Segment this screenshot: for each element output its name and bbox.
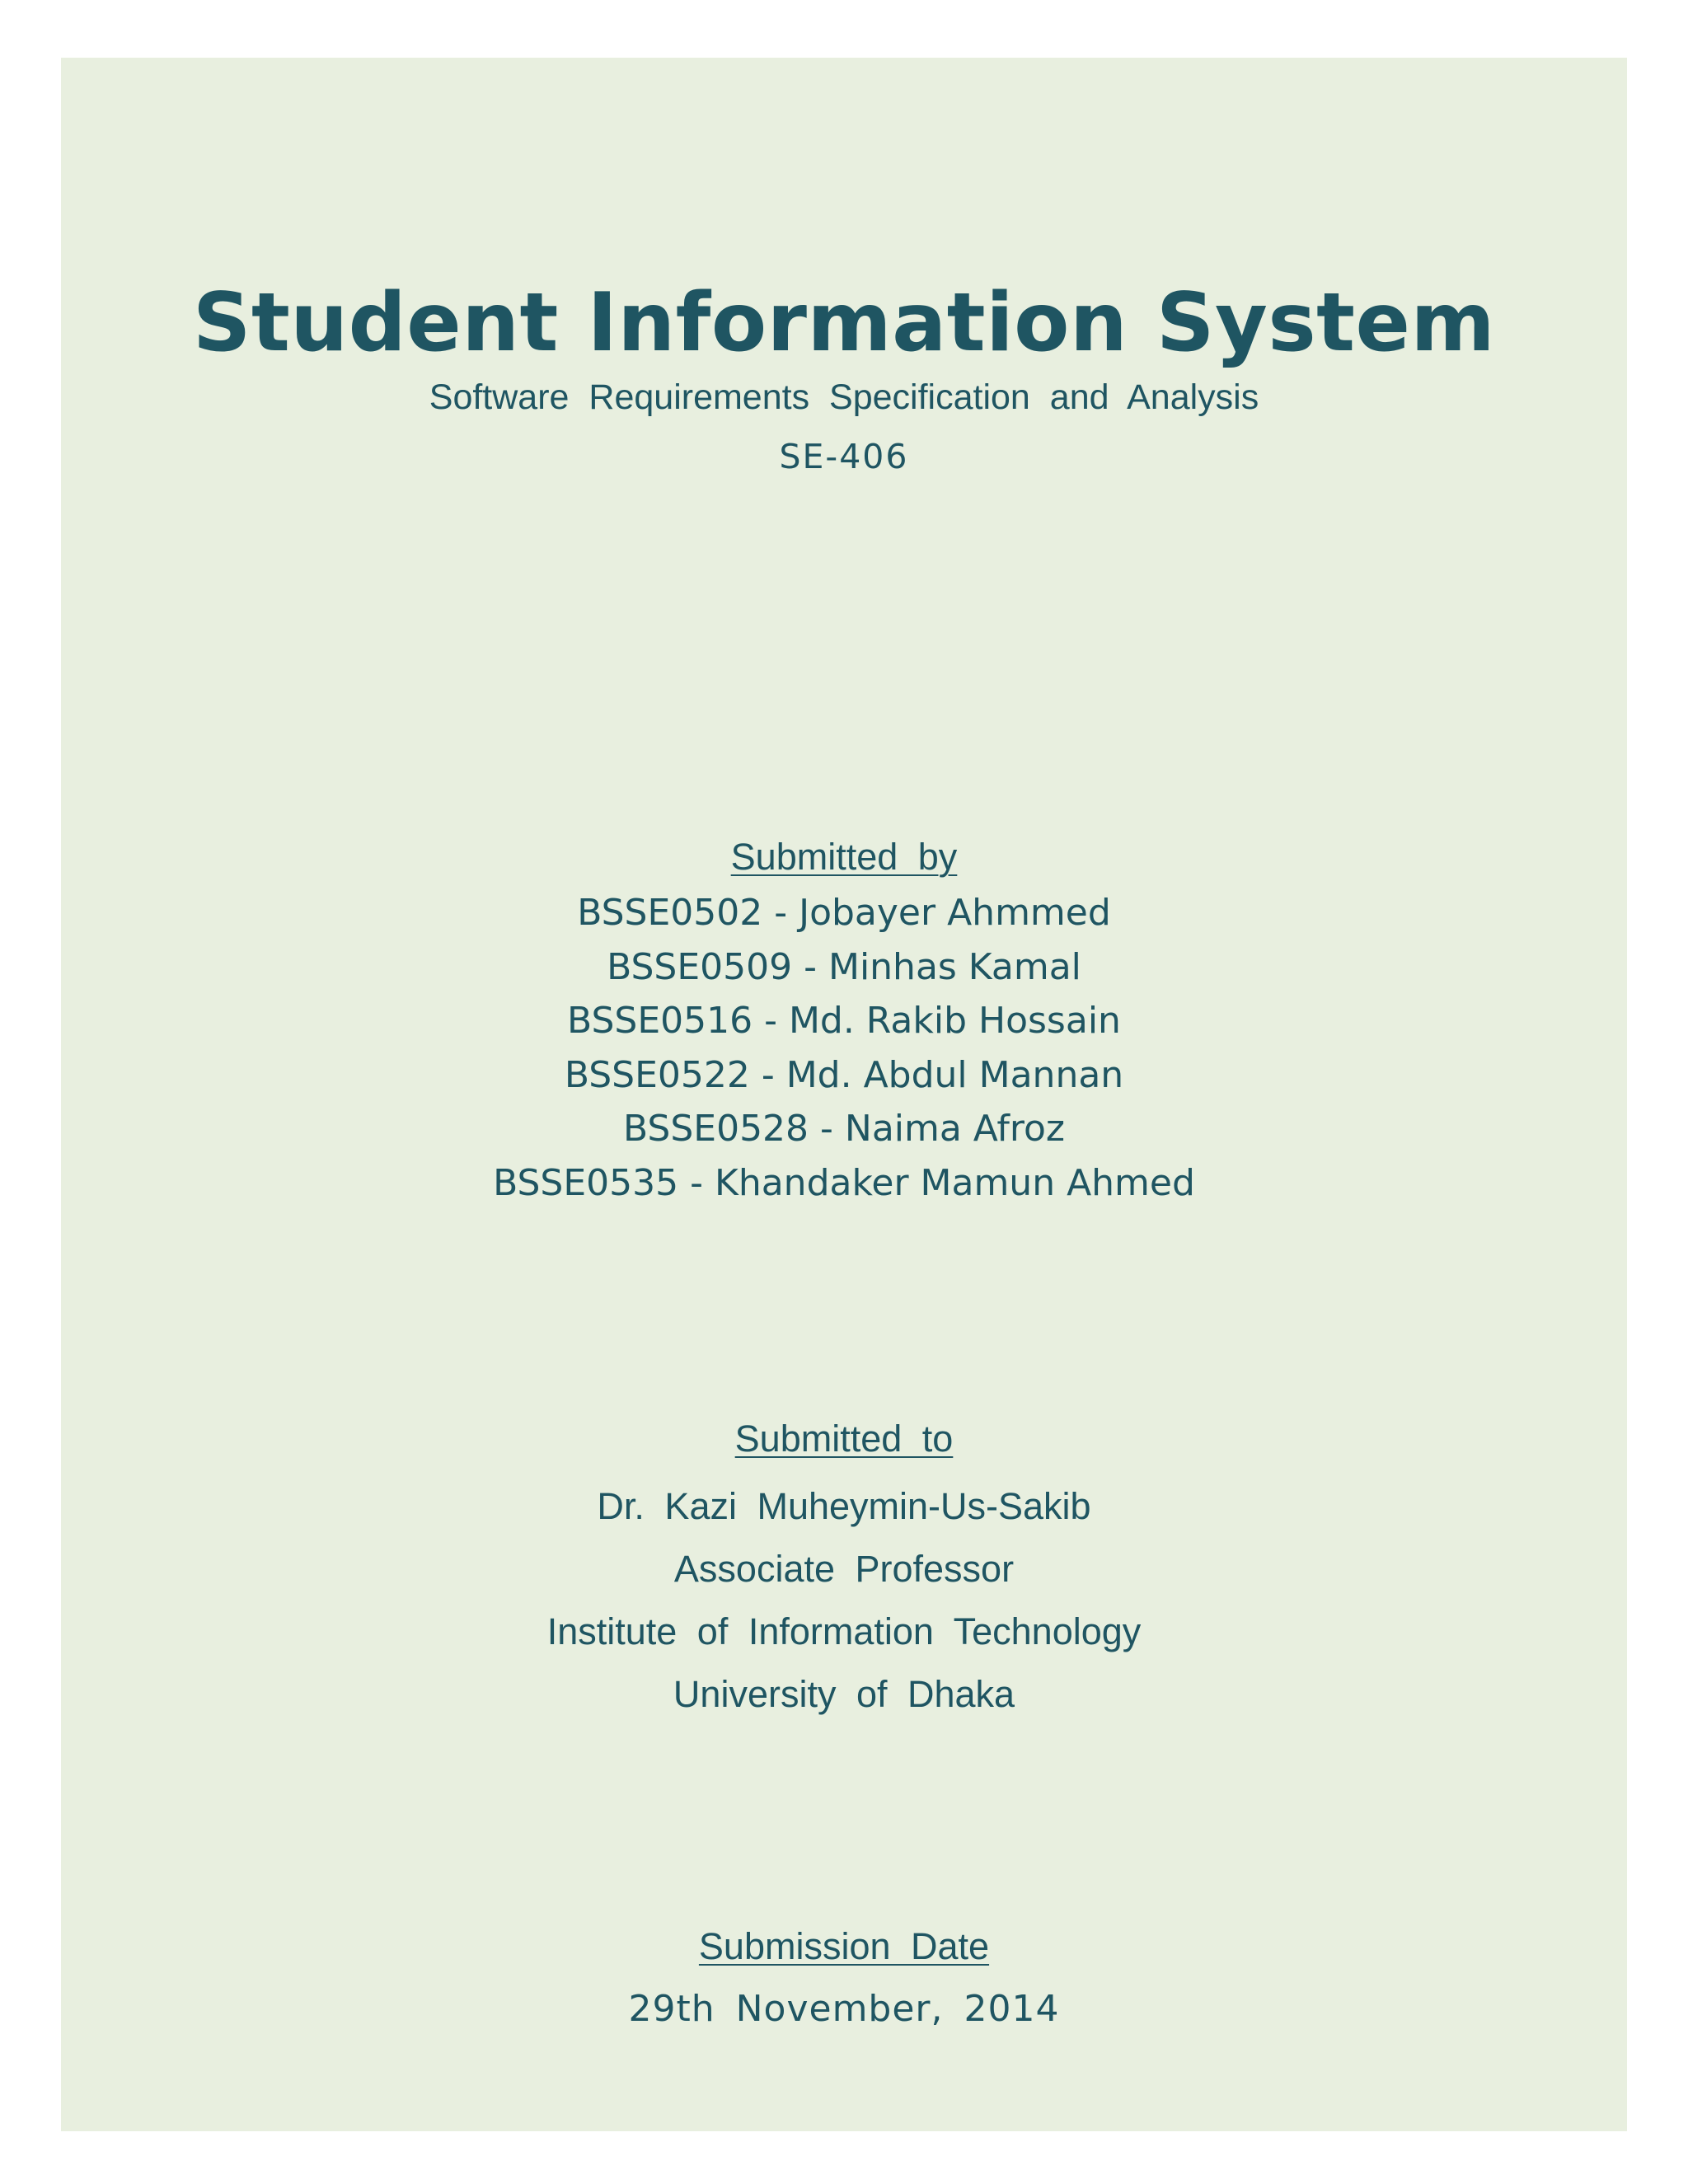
list-item: BSSE0535 - Khandaker Mamun Ahmed xyxy=(493,1161,1195,1204)
recipient-block xyxy=(61,1475,1627,1726)
member-list xyxy=(61,886,1627,1210)
list-item: BSSE0502 - Jobayer Ahmmed xyxy=(577,892,1111,934)
recipient-designation: Associate Professor xyxy=(673,1548,1015,1590)
list-item: BSSE0509 - Minhas Kamal xyxy=(607,945,1081,988)
document-title: Student Information System xyxy=(192,276,1496,370)
submitted-by-heading: Submitted by xyxy=(730,836,958,878)
recipient-name: Dr. Kazi Muheymin-Us-Sakib xyxy=(597,1485,1091,1527)
document-subtitle: Software Requirements Specification and Analysis xyxy=(429,377,1259,417)
submission-date: 29th November, 2014 xyxy=(628,1988,1060,2030)
submission-date-heading: Submission Date xyxy=(698,1925,990,1967)
course-code: SE-406 xyxy=(779,437,909,476)
list-item: BSSE0516 - Md. Rakib Hossain xyxy=(567,1000,1121,1042)
cover-page xyxy=(61,58,1627,2131)
list-item: BSSE0528 - Naima Afroz xyxy=(623,1108,1065,1150)
recipient-institute: Institute of Information Technology xyxy=(546,1610,1142,1652)
list-item: BSSE0522 - Md. Abdul Mannan xyxy=(564,1053,1124,1096)
submitted-to-heading: Submitted to xyxy=(734,1418,954,1460)
recipient-university: University of Dhaka xyxy=(673,1673,1015,1715)
